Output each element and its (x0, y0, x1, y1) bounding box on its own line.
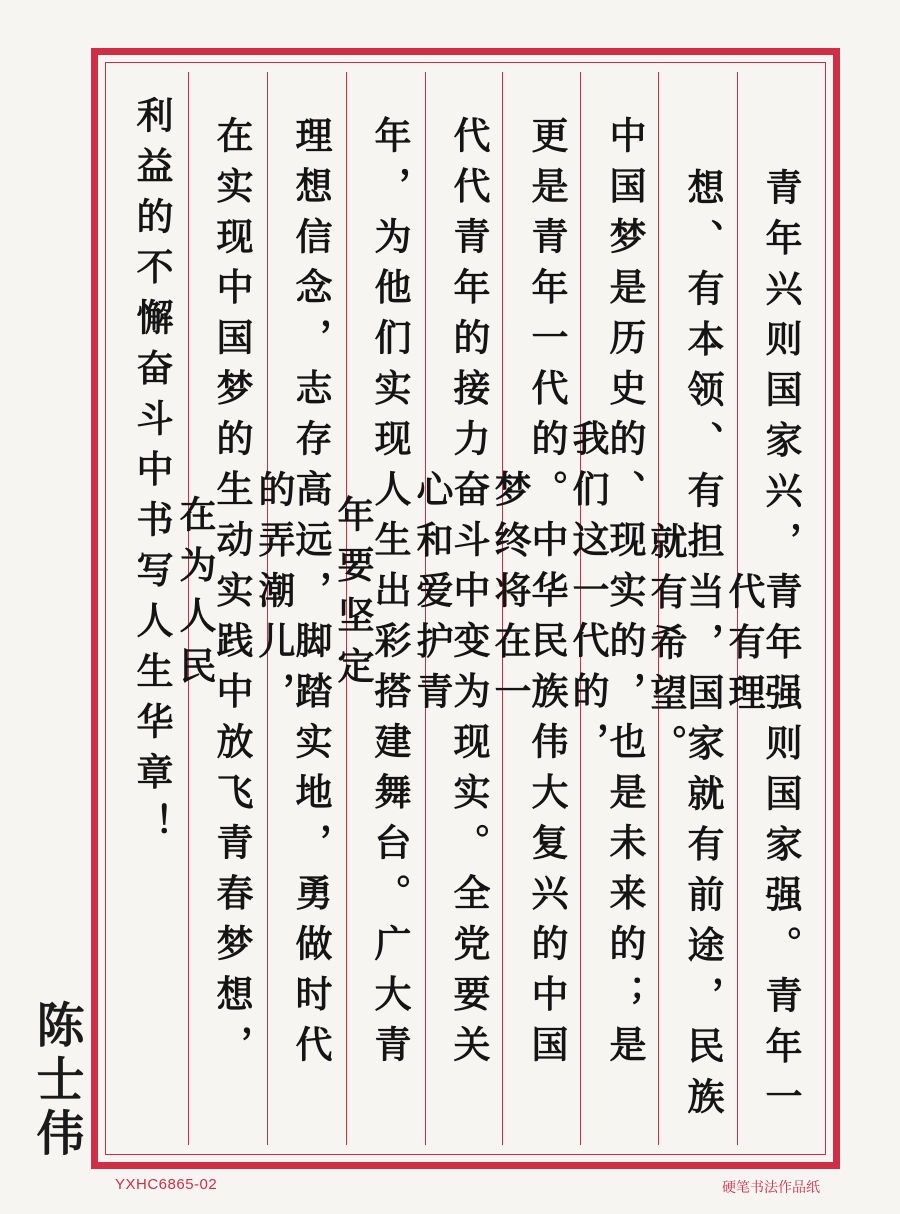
column-text: 在实现中国梦的生动实践中放飞青春梦想，在为人民 (173, 116, 254, 1076)
column-text: 更是青年一代的。中华民族伟大复兴的中国梦终将在一 (488, 116, 569, 1076)
text-column-9 (113, 96, 185, 1096)
text-column-4 (488, 96, 580, 1096)
column-text: 理想信念，志存高远，脚踏实地，勇做时代的弄潮儿， (252, 116, 333, 1076)
product-code: YXHC6865-02 (115, 1176, 218, 1193)
paper-name: 硬笔书法作品纸 (722, 1180, 820, 1196)
column-text: 代代青年的接力奋斗中变为现实。全党要关心和爱护青 (410, 116, 491, 1076)
column-text: 青年兴则国家兴，青年强则国家强。青年一代有理 (722, 168, 803, 1128)
text-column-2 (644, 148, 736, 1148)
author-signature: 陈士伟 (28, 1000, 84, 1162)
text-column-3 (566, 96, 658, 1096)
column-text: 想、有本领、有担当，国家就有前途，民族就有希望。 (644, 168, 725, 1128)
column-text: 中国梦是历史的、现实的，也是未来的；是我们这一代的， (566, 116, 647, 1076)
text-column-8 (173, 96, 265, 1096)
text-column-5 (410, 96, 502, 1096)
text-column-1 (722, 148, 814, 1148)
text-column-7 (252, 96, 344, 1096)
text-column-6 (331, 96, 423, 1096)
column-text: 年，为他们实现人生出彩搭建舞台。广大青年要坚定 (331, 116, 412, 1076)
column-text: 利益的不懈奋斗中书写人生华章！ (130, 96, 174, 854)
